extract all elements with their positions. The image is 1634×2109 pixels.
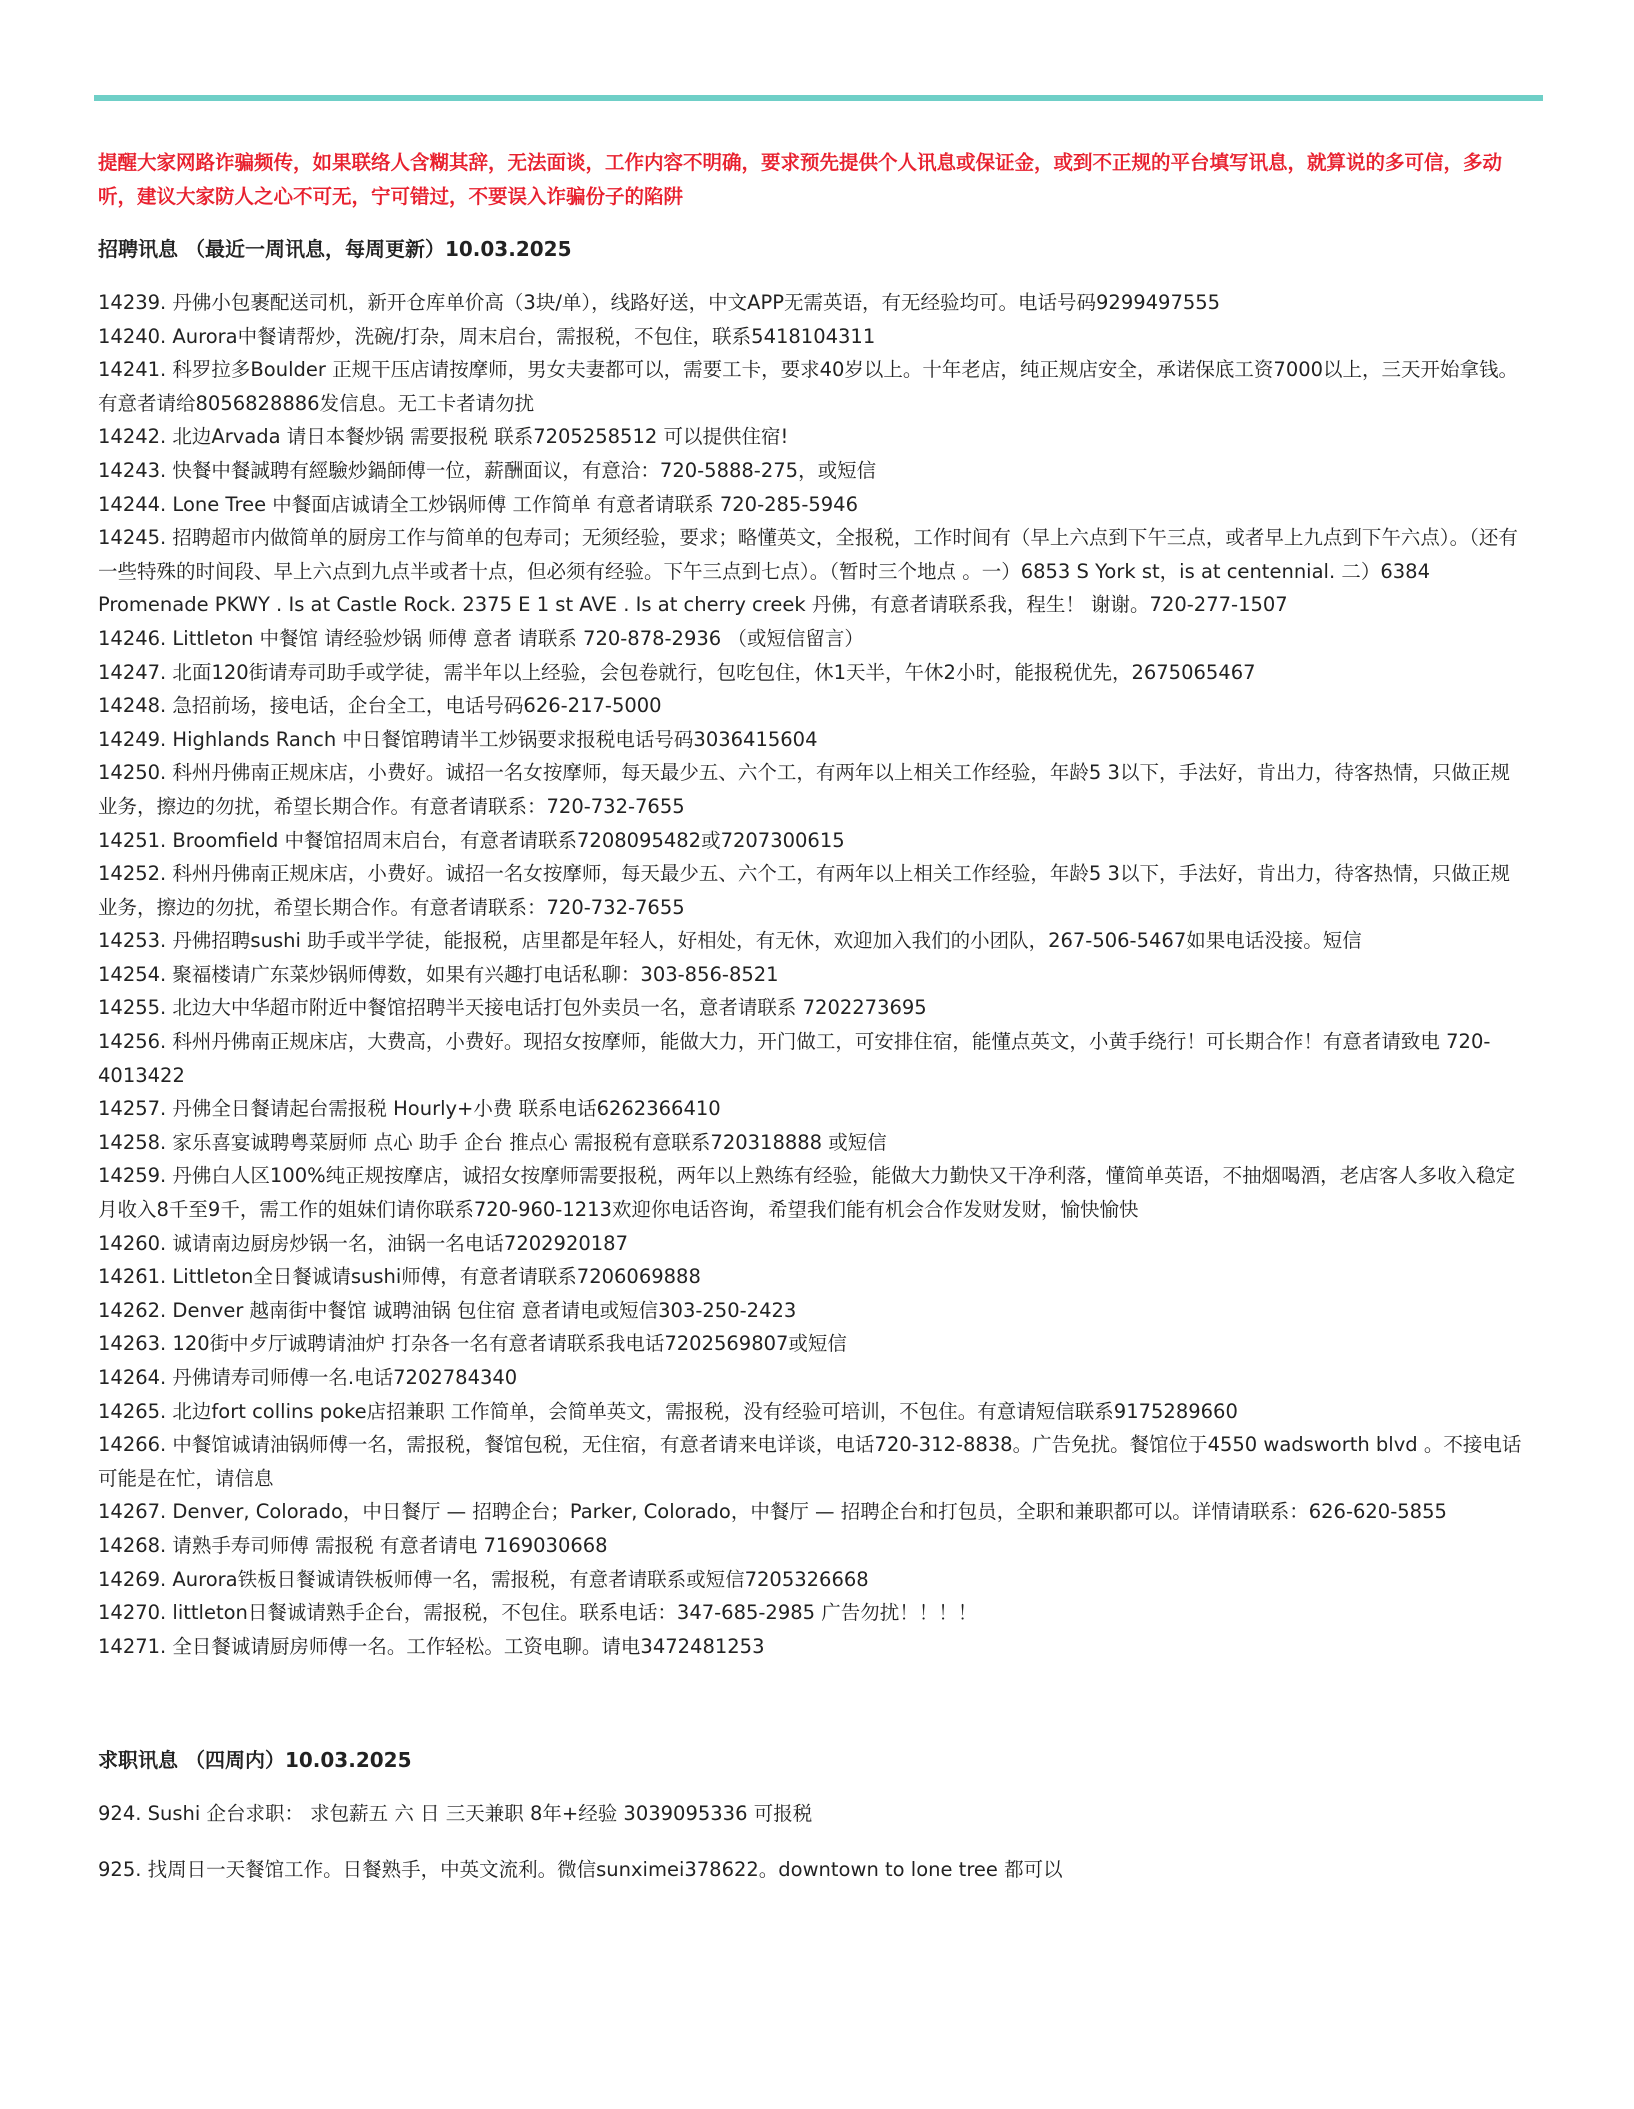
job-item: 14267. Denver, Colorado，中日餐厅 — 招聘企台；Parker, Colorado，中餐厅 — 招聘企台和打包员，全职和兼职都可以。详情请联系：626-620-5855 [98,1500,1447,1524]
job-item: 14260. 诚请南边厨房炒锅一名，油锅一名电话7202920187 [98,1231,628,1255]
job-item: 14239. 丹佛小包裹配送司机，新开仓库单价高（3块/单），线路好送，中文APP无需英语，有无经验均可。电话号码9299497555 [98,291,1221,314]
job-item: 14252. 科州丹佛南正规床店，小费好。诚招一名女按摩师，每天最少五、六个工，有两年以上相关工作经验，年龄5 3以下，手法好，肯出力，待客热情，只做正规业务，擦边的勿扰，希望长期合作。有意者请联系：720-732-7655 [98,862,1510,919]
job-item: 14270. littleton日餐诚请熟手企台，需报税，不包住。联系电话：347-685-2985 广告勿扰！！！！ [98,1601,978,1625]
job-item: 14269. Aurora铁板日餐诚请铁板师傅一名，需报税，有意者请联系或短信7205326668 [98,1567,869,1591]
job-item: 14251. Broomfield 中餐馆招周末启台，有意者请联系7208095482或7207300615 [98,828,845,852]
seeker-item: 924. Sushi 企台求职： 求包薪五 六 日 三天兼职 8年+经验 3039095336 可报税 [98,1802,813,1826]
job-item: 14265. 北边fort collins poke店招兼职 工作简单，会简单英文，需报税，没有经验可培训，不包住。有意请短信联系9175289660 [98,1399,1238,1423]
job-item: 14255. 北边大中华超市附近中餐馆招聘半天接电话打包外卖员一名，意者请联系 7202273695 [98,996,927,1020]
job-item: 14263. 120街中歺厅诚聘请油炉 打杂各一名有意者请联系我电话7202569807或短信 [98,1332,847,1356]
job-item: 14244. Lone Tree 中餐面店诚请全工炒锅师傅 工作简单 有意者请联系 720-285-5946 [98,492,858,516]
job-item: 14245. 招聘超市内做简单的厨房工作与简单的包寿司；无须经验，要求；略懂英文，全报税，工作时间有（早上六点到下午三点，或者早上九点到下午六点）。（还有一些特殊的时间段、早上六点到九点半或者十点，但必须有经验。下午三点到七点）。（暂时三个地点 。一）6853 S York st，is at centennial. 二）6384 Promenade PKWY . Is at Castle Rock. 2375 E 1 st AVE . Is at cherry creek 丹佛，有意者请联系我，程生！ 谢谢。720-277-1507 [98,526,1518,617]
job-item: 14258. 家乐喜宴诚聘粤菜厨师 点心 助手 企台 推点心 需报税有意联系720318888 或短信 [98,1130,887,1154]
job-item: 14240. Aurora中餐请帮炒，洗碗/打杂，周末启台，需报税，不包住，联系5418104311 [98,324,876,348]
job-item: 14254. 聚福楼请广东菜炒锅师傅数，如果有兴趣打电话私聊：303-856-8521 [98,962,779,986]
job-item: 14253. 丹佛招聘sushi 助手或半学徒，能报税，店里都是年轻人，好相处，有无休，欢迎加入我们的小团队，267-506-5467如果电话没接。短信 [98,929,1362,953]
top-divider [94,95,1543,101]
page-content [98,146,1523,1909]
jobs-heading: 招聘讯息 （最近一周讯息，每周更新）10.03.2025 [98,237,572,261]
job-item: 14246. Littleton 中餐馆 请经验炒锅 师傅 意者 请联系 720-878-2936 （或短信留言） [98,626,864,650]
job-item: 14256. 科州丹佛南正规床店，大费高，小费好。现招女按摩师，能做大力，开门做工，可安排住宿，能懂点英文，小黄手绕行！可长期合作！有意者请致电 720-4013422 [98,1030,1491,1087]
job-item: 14264. 丹佛请寿司师傅一名.电话7202784340 [98,1366,518,1389]
job-item: 14243. 快餐中餐誠聘有經驗炒鍋師傅一位，薪酬面议，有意洽：720-5888-275，或短信 [98,458,877,482]
job-item: 14259. 丹佛白人区100%纯正规按摩店，诚招女按摩师需要报税，两年以上熟练有经验，能做大力勤快又干净利落，懂简单英语，不抽烟喝酒，老店客人多收入稳定月收入8千至9千，需工作的姐妹们请你联系720-960-1213欢迎你电话咨询，希望我们能有机会合作发财发财，愉快愉快 [98,1164,1516,1222]
job-item: 14250. 科州丹佛南正规床店，小费好。诚招一名女按摩师，每天最少五、六个工，有两年以上相关工作经验，年龄5 3以下，手法好，肯出力，待客热情，只做正规业务，擦边的勿扰，希望长期合作。有意者请联系：720-732-7655 [98,761,1510,818]
seekers-heading: 求职讯息 （四周内）10.03.2025 [98,1748,412,1773]
job-item: 14248. 急招前场，接电话，企台全工，电话号码626-217-5000 [98,694,662,718]
seeker-item: 925. 找周日一天餐馆工作。日餐熟手，中英文流利。微信sunximei378622。downtown to lone tree 都可以 [98,1858,1063,1882]
job-item: 14257. 丹佛全日餐请起台需报税 Hourly+小费 联系电话6262366410 [98,1097,721,1121]
job-item: 14261. Littleton全日餐诚请sushi师傅，有意者请联系7206069888 [98,1265,701,1289]
job-item: 14266. 中餐馆诚请油锅师傅一名，需报税，餐馆包税，无住宿，有意者请来电详谈，电话720-312-8838。广告免扰。餐馆位于4550 wadsworth blvd 。不接电话可能是在忙，请信息 [98,1433,1522,1490]
job-item: 14268. 请熟手寿司师傅 需报税 有意者请电 7169030668 [98,1533,608,1557]
fraud-warning: 提醒大家网路诈骗频传，如果联络人含糊其辞，无法面谈，工作内容不明确，要求预先提供个人讯息或保证金，或到不正规的平台填写讯息，就算说的多可信，多动听，建议大家防人之心不可无，宁可错过，不要误入诈骗份子的陷阱 [98,151,1503,208]
job-item: 14262. Denver 越南街中餐馆 诚聘油锅 包住宿 意者请电或短信303-250-2423 [98,1298,797,1322]
job-item: 14271. 全日餐诚请厨房师傅一名。工作轻松。工资电聊。请电3472481253 [98,1634,765,1658]
job-item: 14249. Highlands Ranch 中日餐馆聘请半工炒锅要求报税电话号码3036415604 [98,727,818,751]
job-item: 14242. 北边Arvada 请日本餐炒锅 需要报税 联系7205258512 可以提供住宿! [98,425,789,449]
job-item: 14241. 科罗拉多Boulder 正规干压店请按摩师，男女夫妻都可以，需要工卡，要求40岁以上。十年老店，纯正规店安全，承诺保底工资7000以上，三天开始拿钱。有意者请给8056828886发信息。无工卡者请勿扰 [98,358,1519,415]
job-item: 14247. 北面120街请寿司助手或学徒，需半年以上经验，会包卷就行，包吃包住，休1天半，午休2小时，能报税优先，2675065467 [98,660,1256,684]
job-list [98,286,1523,1663]
